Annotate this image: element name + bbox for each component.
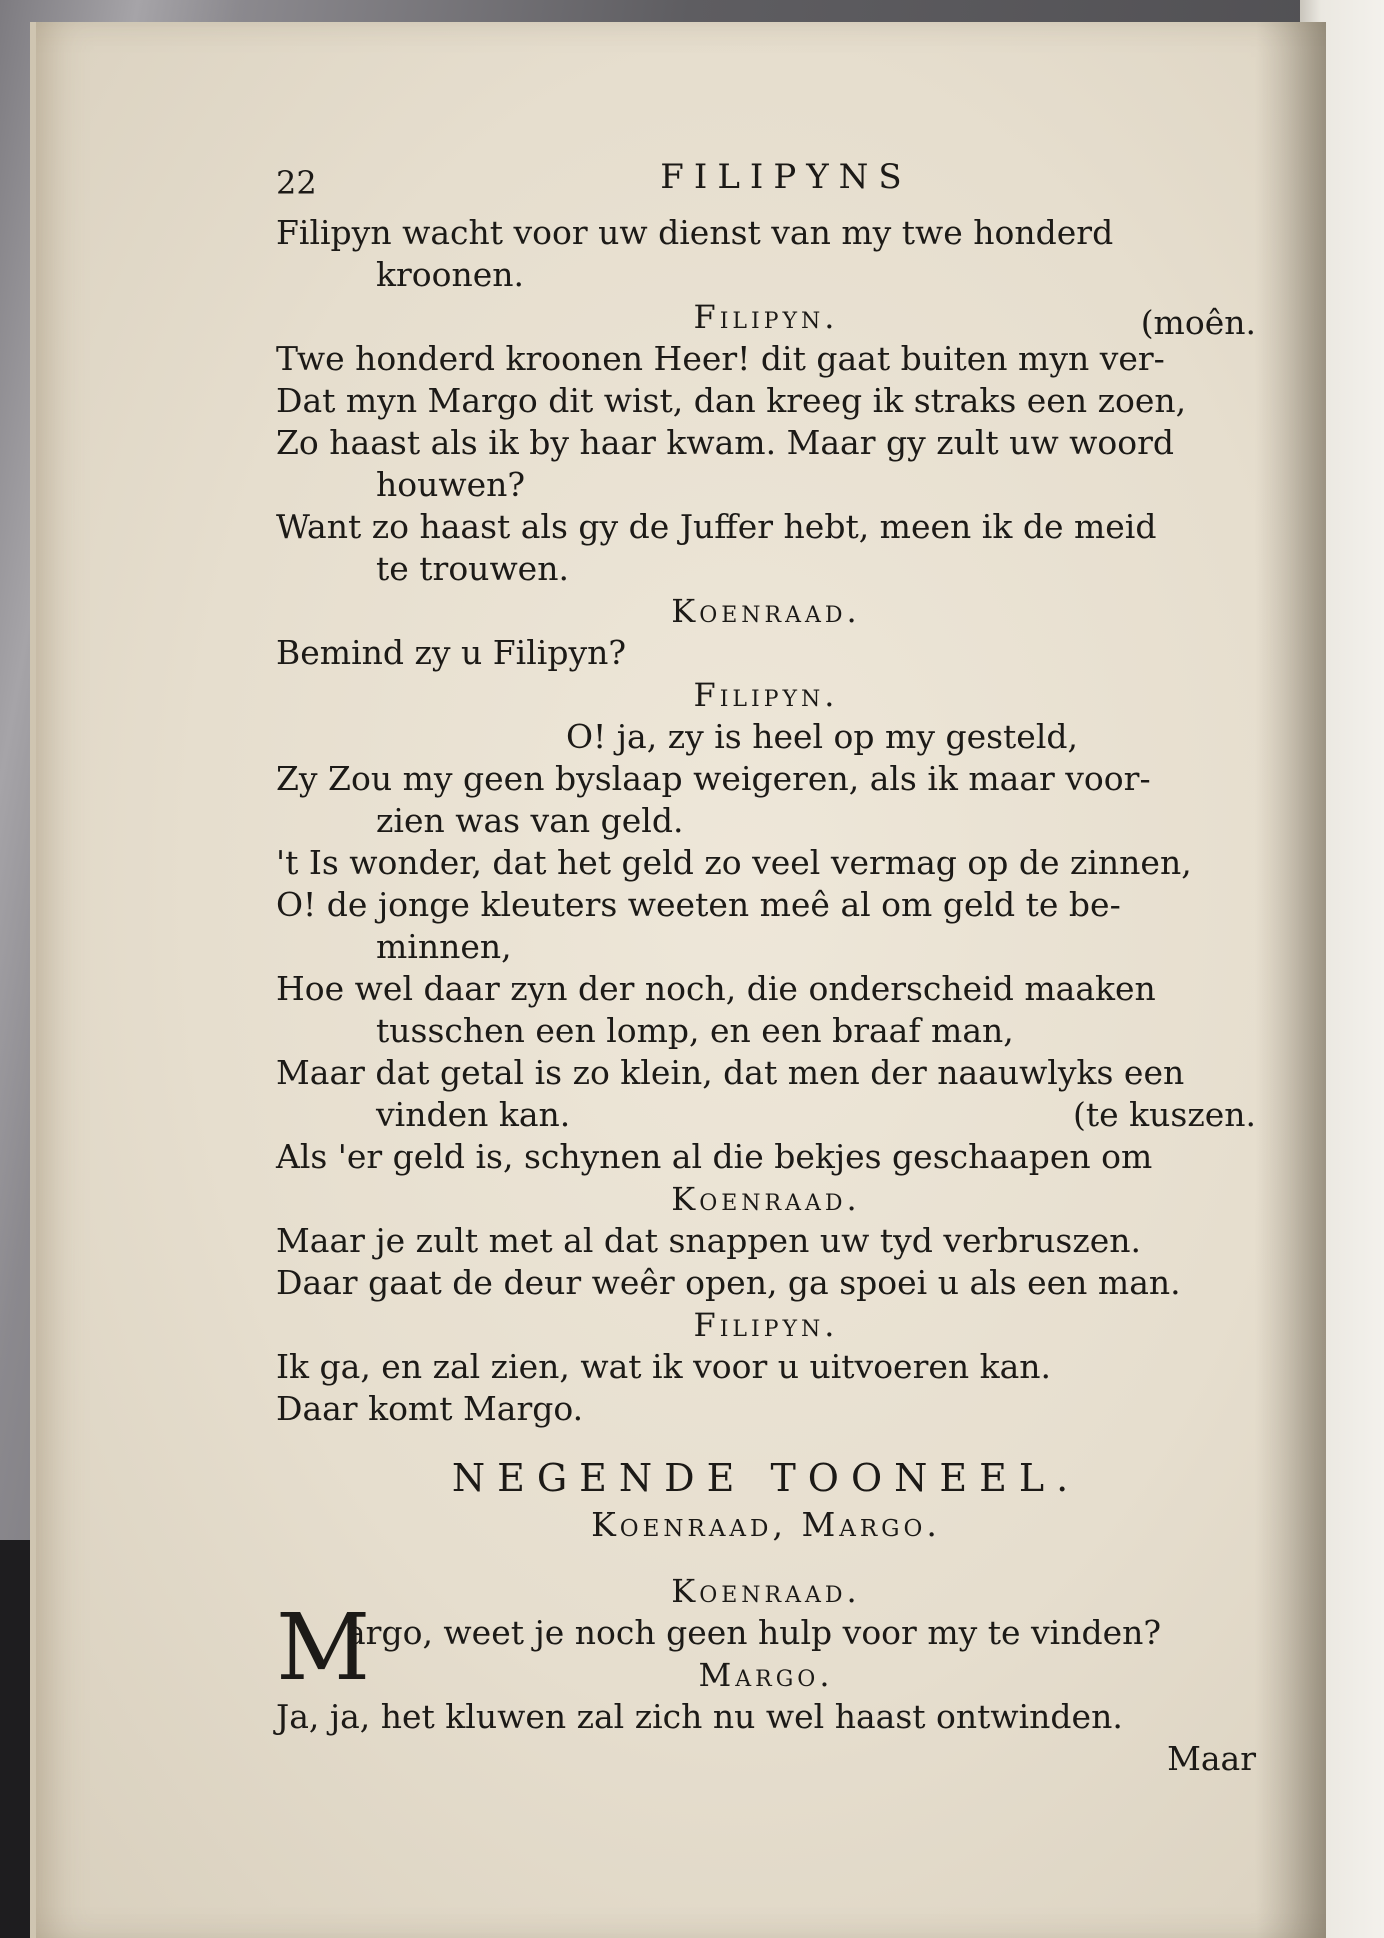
page-text xyxy=(276,157,1256,1780)
verse-line: Dat myn Margo dit wist, dan kreeg ik straks een zoen, xyxy=(276,381,1187,420)
verse-line: Daar komt Margo. xyxy=(276,1389,584,1428)
verse-line: houwen? xyxy=(376,465,526,504)
verse-line: Want zo haast als gy de Juffer hebt, meen ik de meid xyxy=(276,507,1157,546)
running-title: FILIPYNS xyxy=(660,157,912,197)
verse-line: 't Is wonder, dat het geld zo veel vermag op de zinnen, xyxy=(276,843,1192,882)
verse-line: Maar je zult met al dat snappen uw tyd verbruszen. xyxy=(276,1221,1142,1260)
verse-line: zien was van geld. xyxy=(376,801,684,840)
verse-line: kroonen. xyxy=(376,255,525,294)
speaker-name: Margo. xyxy=(698,1656,834,1694)
speaker-name: Koenraad. xyxy=(671,1572,861,1610)
scene-cast: Koenraad, Margo. xyxy=(591,1505,941,1544)
verse-line: O! de jonge kleuters weeten meê al om geld te be- xyxy=(276,885,1121,924)
dropcap-line xyxy=(276,1594,1256,1701)
turnover-row xyxy=(276,1094,1256,1136)
speaker-name: Filipyn. xyxy=(693,1306,839,1344)
verse-line: Zo haast als ik by haar kwam. Maar gy zult uw woord xyxy=(276,423,1175,462)
speaker-name: Koenraad. xyxy=(671,1180,861,1218)
turnover-text: (te kuszen. xyxy=(1073,1095,1256,1134)
verse-line: O! ja, zy is heel op my gesteld, xyxy=(566,717,1078,756)
gutter-shadow xyxy=(1256,22,1326,1938)
verse-line: Filipyn wacht voor uw dienst van my twe honderd xyxy=(276,213,1114,252)
verse-line: Als 'er geld is, schynen al die bekjes geschaapen om xyxy=(276,1137,1153,1176)
page-number: 22 xyxy=(276,164,317,202)
book-page xyxy=(30,22,1326,1938)
verse-line: Ik ga, en zal zien, wat ik voor u uitvoeren kan. xyxy=(276,1347,1052,1386)
drop-capital: M xyxy=(276,1594,371,1701)
verse-line: minnen, xyxy=(376,927,512,966)
verse-line: te trouwen. xyxy=(376,549,569,588)
verse-line: Ja, ja, het kluwen zal zich nu wel haast ontwinden. xyxy=(276,1697,1123,1736)
turnover-text: (moên. xyxy=(1140,303,1256,342)
verse-line: vinden kan. xyxy=(376,1095,571,1134)
verse-line: Zy Zou my geen byslaap weigeren, als ik maar voor- xyxy=(276,759,1151,798)
catchword: Maar xyxy=(1167,1739,1256,1778)
speaker-name: Filipyn. xyxy=(693,676,839,714)
speaker-name: Filipyn. xyxy=(693,298,839,336)
page-header xyxy=(276,157,1256,208)
verse-line: Twe honderd kroonen Heer! dit gaat buiten myn ver- xyxy=(276,339,1165,378)
verse-line: Hoe wel daar zyn der noch, die onderscheid maaken xyxy=(276,969,1156,1008)
verse-line: Bemind zy u Filipyn? xyxy=(276,633,627,672)
scene-title: NEGENDE TOONEEL. xyxy=(451,1456,1081,1500)
verse-line: Daar gaat de deur weêr open, ga spoei u als een man. xyxy=(276,1263,1181,1302)
verse-line: Maar dat getal is zo klein, dat men der naauwlyks een xyxy=(276,1053,1185,1092)
verse-line: tusschen een lomp, en een braaf man, xyxy=(376,1011,1014,1050)
speaker-name: Koenraad. xyxy=(671,592,861,630)
verse-line: argo, weet je noch geen hulp voor my te vinden? xyxy=(346,1613,1162,1652)
speaker-row xyxy=(276,296,1256,342)
